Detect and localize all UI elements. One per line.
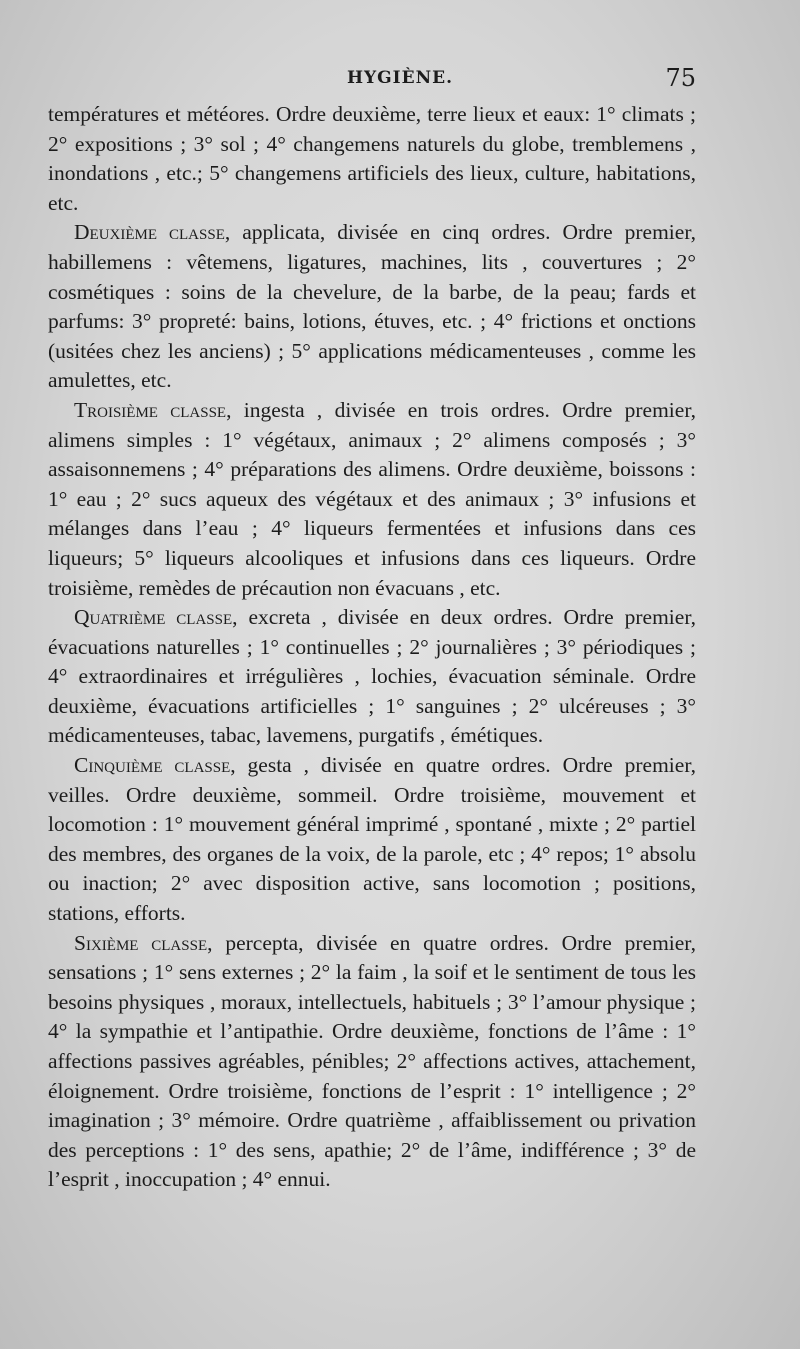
- class-heading: Deuxième classe: [74, 220, 225, 245]
- italic-text: cosmétiques :: [48, 279, 171, 304]
- text-run: 1° sanguines ; 2° ulcéreuses ; 3° médicamenteuses, tabac, lavemens, purgatifs , émétiques.: [48, 693, 697, 748]
- italic-text: mouvement et locomotion :: [48, 782, 696, 837]
- text-run: Ordre premier,: [550, 220, 696, 245]
- italic-text: frictions: [520, 309, 593, 334]
- italic-text: sensations ;: [48, 960, 149, 985]
- class-heading: Cinquième classe: [74, 753, 231, 778]
- paragraph: [48, 100, 696, 218]
- text-run: et: [592, 309, 624, 334]
- body-text: [48, 100, 696, 1195]
- italic-text: remèdes: [138, 575, 211, 600]
- italic-text: ingesta , divisée en trois ordres.: [243, 397, 550, 422]
- text-run: Ordre premier,: [548, 930, 696, 955]
- italic-text: applications médicamenteuses ,: [318, 338, 595, 363]
- text-run: bains, lotions, étuves, etc. ; 4°: [236, 309, 521, 334]
- text-run: ,: [230, 753, 248, 778]
- page-number: 75: [665, 64, 696, 92]
- paragraph: [48, 603, 696, 751]
- text-run: 1° continuelles ; 2° journalières ; 3° périodiques ; 4° extraordinaires et irrégulières , lochies, évacuation séminale. Ordre deuxième,: [48, 634, 696, 718]
- italic-text: évacuations artificielles ;: [148, 693, 375, 718]
- text-run: soins de la chevelure, de la barbe, de la peau; fards et parfums: 3°: [48, 279, 696, 334]
- italic-text: alimens: [48, 427, 115, 452]
- running-head: HYGIÈNE.: [346, 68, 454, 88]
- italic-text: évacuations naturelles ;: [48, 634, 253, 659]
- paragraph: [48, 929, 696, 1195]
- paragraph: [48, 751, 696, 929]
- italic-text: excreta , divisée en deux ordres.: [248, 605, 553, 630]
- italic-text: percepta, divisée en quatre ordres.: [225, 930, 549, 955]
- italic-text: habillemens: [48, 249, 152, 274]
- italic-text: propreté:: [159, 309, 237, 334]
- text-run: ,: [224, 220, 243, 245]
- text-run: ,: [232, 605, 249, 630]
- text-run: 1° affections passives agréables, pénibles; 2° affections actives, attachement, éloignement. Ordre troisième,: [48, 1019, 697, 1103]
- text-run: (usitées chez les anciens) ; 5°: [48, 338, 319, 363]
- text-run: ,: [226, 397, 244, 422]
- text-run: ,: [207, 930, 226, 955]
- text-run: 1° intelligence ; 2° imagination ; 3° mémoire. Ordre quatrième , affaiblissement ou privation des perceptions : 1° des sens, apathie; 2° de l’âme, indifférence ; 3° de l’esprit , inoccupation ; 4° ennui.: [48, 1078, 697, 1192]
- italic-text: fonctions de l’âme :: [487, 1019, 669, 1044]
- paragraph: [48, 396, 696, 603]
- italic-text: applicata, divisée en cinq ordres.: [242, 220, 551, 245]
- text-run: 1° sens externes ; 2° la faim , la soif et le sentiment de tous les besoins physiques , moraux, intellectuels, habituels ; 3° l’amour physique ; 4° la sympathie et l’antipathie. Ordre deuxième,: [48, 960, 697, 1044]
- text-run: 1° mouvement général imprimé , spontané , mixte ; 2° partiel des membres, des organes de la voix, de la parole, etc ; 4° repos; 1° absolu ou inaction; 2° avec disposition active, sans locomotion ; positions, stations, efforts.: [48, 812, 696, 926]
- text-run: Ordre premier,: [549, 397, 696, 422]
- italic-text: boissons :: [609, 457, 696, 482]
- text-run: simples : 1° végétaux, animaux ; 2° alimens composés ; 3° assaisonnemens ; 4° préparations des alimens. Ordre deuxième,: [48, 427, 696, 482]
- text-run: 1° eau ; 2° sucs aqueux des végétaux et des animaux ; 3° infusions et mélanges dans l’eau ; 4° liqueurs fermentées et infusions dans ces liqueurs; 5° liqueurs alcooliques et infusions dans ces liqueurs. Ordre troisième,: [48, 486, 696, 600]
- class-heading: Troisième classe: [74, 397, 227, 422]
- italic-text: fonctions de l’esprit :: [321, 1078, 516, 1103]
- text-run: Ordre premier,: [552, 605, 696, 630]
- italic-text: gesta , divisée en quatre ordres.: [247, 753, 551, 778]
- text-run: de précaution non évacuans , etc.: [210, 575, 501, 600]
- text-run: Ordre premier, veilles. Ordre deuxième, sommeil. Ordre troisième,: [48, 753, 696, 807]
- page-header: [0, 64, 800, 94]
- text-run: températures et météores. Ordre deuxième, terre lieux et eaux: 1° climats ; 2° expositions ; 3° sol ; 4° changemens naturels du globe, tremblemens , inondations , etc.; 5° changemens artificiels des lieux, culture, habitations, etc.: [48, 102, 696, 215]
- text-run: comme les amulettes, etc.: [48, 338, 697, 393]
- paragraph: [48, 218, 696, 396]
- class-heading: Sixième classe: [74, 930, 208, 955]
- class-heading: Quatrième classe: [74, 605, 233, 630]
- text-run: : vêtemens, ligatures, machines, lits , couvertures ; 2°: [151, 249, 696, 274]
- italic-text: onctions: [623, 309, 696, 334]
